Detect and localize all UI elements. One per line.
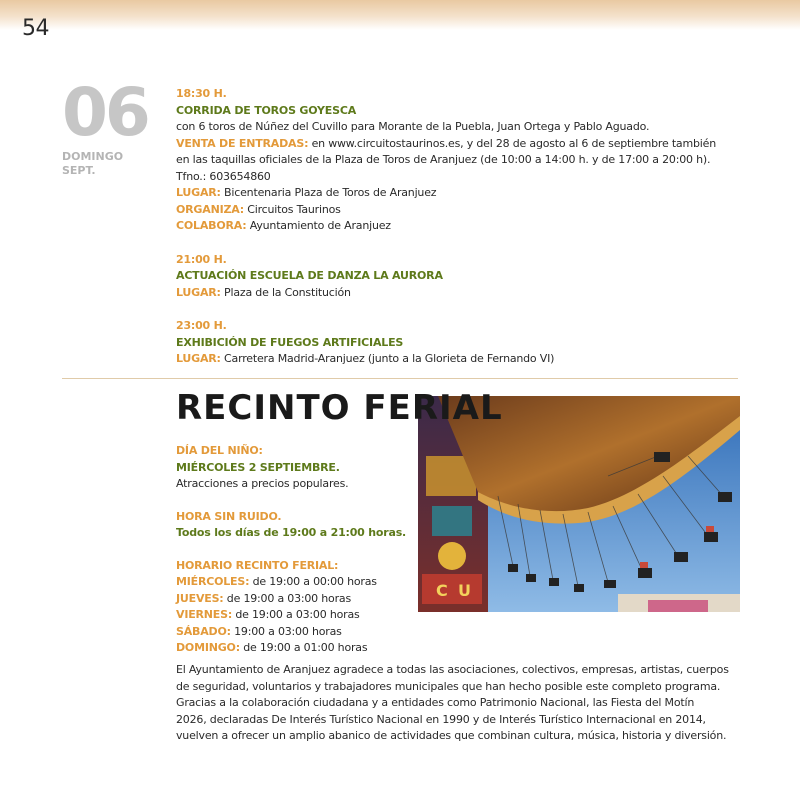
- organizer-label: ORGANIZA:: [176, 202, 244, 216]
- recinto-title: RECINTO FERIAL: [176, 391, 503, 428]
- schedule-day: VIERNES:: [176, 608, 233, 621]
- schedule-label: HORARIO RECINTO FERIAL:: [176, 558, 339, 572]
- svg-text:C: C: [436, 581, 448, 600]
- tickets-label: VENTA DE ENTRADAS:: [176, 136, 309, 150]
- event-place: Plaza de la Constitución: [220, 285, 351, 299]
- place-label: LUGAR:: [176, 352, 221, 365]
- event-title: ACTUACIÓN ESCUELA DE DANZA LA AURORA: [176, 269, 443, 282]
- collab-label: COLABORA:: [176, 219, 247, 232]
- event-collab: Ayuntamiento de Aranjuez: [246, 219, 391, 232]
- section-divider: [62, 378, 738, 379]
- event-phone: Tfno.: 603654860: [176, 169, 271, 183]
- schedule-row: [176, 574, 416, 591]
- quiet-hour-text: Todos los días de 19:00 a 21:00 horas.: [176, 526, 407, 539]
- event-dance: [176, 252, 646, 302]
- event-fireworks: [176, 318, 646, 368]
- schedule-day: SÁBADO:: [176, 624, 231, 638]
- event-time: 23:00 H.: [176, 319, 227, 332]
- event-time: 21:00 H.: [176, 252, 227, 266]
- tickets-info: en www.circuitostaurinos.es, y del 28 de agosto al 6 de septiembre también: [308, 136, 716, 150]
- kids-day-label: DÍA DEL NIÑO:: [176, 444, 263, 457]
- tickets-info-cont: en las taquillas oficiales de la Plaza de Toros de Aranjuez (de 10:00 a 14:00 h. y de 17:00 a 20:00 h).: [176, 153, 711, 166]
- schedule-row: [176, 624, 416, 641]
- day-month: SEPT.: [62, 164, 96, 177]
- quiet-hour-label: HORA SIN RUIDO.: [176, 509, 282, 523]
- closing-line: de seguridad, voluntarios y trabajadores municipales que han hecho posible este completo programa.: [176, 679, 721, 693]
- event-place: Bicentenaria Plaza de Toros de Aranjuez: [220, 186, 437, 199]
- kids-day-date: MIÉRCOLES 2 SEPTIEMBRE.: [176, 460, 340, 474]
- schedule-row: [176, 591, 416, 608]
- schedule-hours: de 19:00 a 03:00 horas: [223, 591, 351, 605]
- events-list: [176, 86, 716, 385]
- svg-text:U: U: [458, 581, 471, 600]
- event-time: 18:30 H.: [176, 87, 227, 100]
- schedule-day: DOMINGO:: [176, 641, 240, 654]
- kids-day-text: Atracciones a precios populares.: [176, 477, 349, 490]
- day-weekday: DOMINGO: [62, 150, 124, 163]
- fairground-photo: [418, 396, 740, 612]
- event-organizer: Circuitos Taurinos: [243, 202, 341, 216]
- schedule-hours: de 19:00 a 00:00 horas: [249, 575, 377, 588]
- schedule-day: MIÉRCOLES:: [176, 575, 250, 588]
- recinto-info: [176, 443, 416, 657]
- event-title: CORRIDA DE TOROS GOYESCA: [176, 103, 357, 117]
- day-number: 06: [62, 74, 148, 151]
- closing-paragraph: [176, 662, 729, 745]
- schedule-hours: de 19:00 a 01:00 horas: [239, 641, 368, 654]
- closing-line: El Ayuntamiento de Aranjuez agradece a todas las asociaciones, colectivos, empresas, artistas, cuerpos: [176, 663, 729, 676]
- schedule-day: JUEVES:: [176, 591, 224, 605]
- closing-line: vuelven a ofrecer un amplio abanico de actividades que combinan cultura, música, historia y diversión.: [176, 729, 727, 742]
- place-label: LUGAR:: [176, 186, 221, 199]
- top-decorative-band: [0, 0, 800, 30]
- page-number: 54: [22, 16, 49, 41]
- carousel-illustration: [418, 396, 740, 612]
- closing-line: Gracias a la colaboración ciudadana y a entidades como Patrimonio Nacional, las Fiesta del Motín: [176, 696, 695, 709]
- place-label: LUGAR:: [176, 285, 221, 299]
- schedule-hours: 19:00 a 03:00 horas: [230, 624, 342, 638]
- schedule-row: [176, 640, 416, 657]
- event-place: Carretera Madrid-Aranjuez (junto a la Glorieta de Fernando VI): [220, 352, 555, 365]
- event-title: EXHIBICIÓN DE FUEGOS ARTIFICIALES: [176, 335, 404, 349]
- event-description: con 6 toros de Núñez del Cuvillo para Morante de la Puebla, Juan Ortega y Pablo Aguado.: [176, 120, 650, 133]
- closing-line: 2026, declaradas De Interés Turístico Nacional en 1990 y de Interés Turístico Internacional en 2014,: [176, 712, 706, 726]
- schedule-row: [176, 607, 416, 624]
- schedule-hours: de 19:00 a 03:00 horas: [232, 608, 360, 621]
- event-bullfight: [176, 86, 716, 235]
